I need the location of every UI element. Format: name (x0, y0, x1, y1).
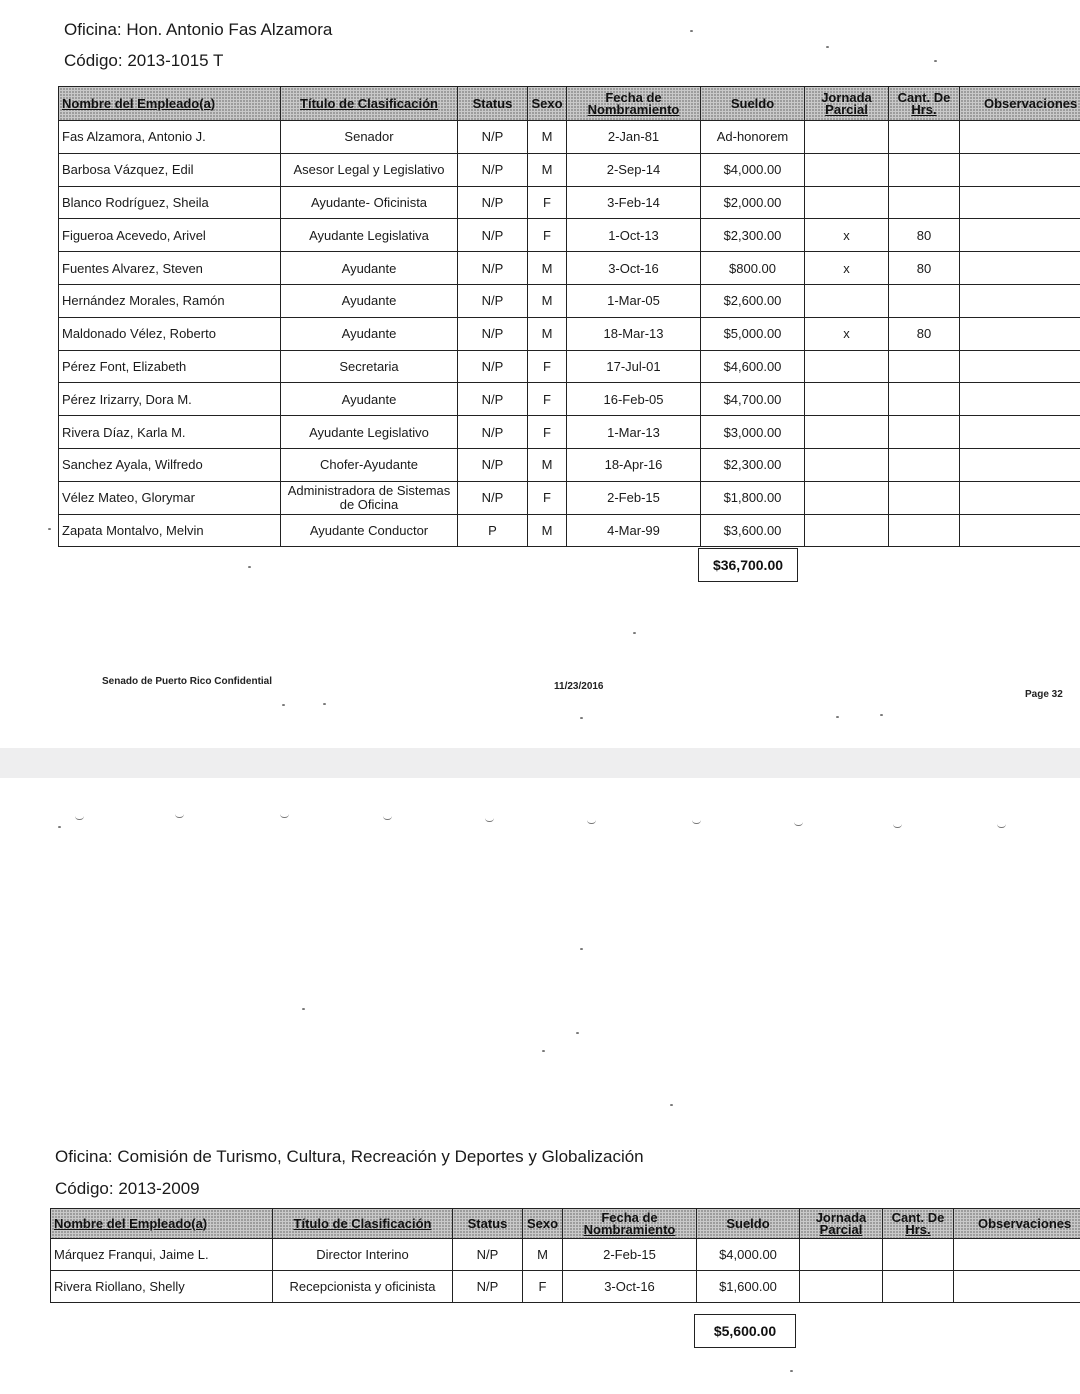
scan-speck (580, 948, 583, 950)
header-partial: Jornada Parcial (800, 1209, 883, 1239)
header-status: Status (458, 87, 528, 121)
header-title: Título de Clasificación (281, 87, 458, 121)
scan-speck (302, 1008, 305, 1010)
table-row (59, 219, 1080, 252)
observations (960, 317, 1080, 350)
employee-salary: $4,000.00 (701, 153, 805, 186)
employee-salary: $4,700.00 (701, 383, 805, 416)
employee-sex: M (528, 284, 567, 317)
observations (960, 153, 1080, 186)
appointment-date: 18-Apr-16 (567, 448, 701, 481)
document-page-next (0, 778, 1080, 1394)
partial-schedule (805, 121, 889, 154)
header-hours: Cant. De Hrs. (883, 1209, 954, 1239)
header-sex: Sexo (528, 87, 567, 121)
appointment-date: 16-Feb-05 (567, 383, 701, 416)
table-row (59, 448, 1080, 481)
footer-page-number: Page 32 (1025, 689, 1063, 700)
hours-count: 80 (889, 219, 960, 252)
employee-sex: F (528, 350, 567, 383)
employee-sex: F (523, 1271, 563, 1303)
employee-salary: $3,000.00 (701, 416, 805, 449)
observations (960, 284, 1080, 317)
classification-title: Senador (281, 121, 458, 154)
employee-salary: $2,000.00 (701, 186, 805, 219)
employee-status: N/P (458, 121, 528, 154)
employee-table (50, 1208, 1080, 1303)
employee-name: Pérez Font, Elizabeth (59, 350, 281, 383)
employee-name: Rivera Díaz, Karla M. (59, 416, 281, 449)
employee-status: N/P (458, 317, 528, 350)
header-salary: Sueldo (697, 1209, 800, 1239)
employee-name: Vélez Mateo, Glorymar (59, 481, 281, 514)
employee-salary: $1,800.00 (701, 481, 805, 514)
classification-title: Ayudante Legislativa (281, 219, 458, 252)
table-row (51, 1271, 1080, 1303)
header-sex: Sexo (523, 1209, 563, 1239)
employee-status: N/P (458, 284, 528, 317)
employee-sex: F (528, 416, 567, 449)
scan-speck (485, 818, 494, 822)
partial-schedule: x (805, 219, 889, 252)
observations (960, 416, 1080, 449)
table-row (59, 317, 1080, 350)
scan-speck (692, 820, 701, 824)
table-row (59, 514, 1080, 547)
appointment-date: 17-Jul-01 (567, 350, 701, 383)
scan-speck (997, 824, 1006, 828)
scan-speck (48, 528, 51, 530)
partial-schedule (805, 186, 889, 219)
partial-schedule (805, 153, 889, 186)
scan-speck (670, 1104, 673, 1106)
employee-name: Maldonado Vélez, Roberto (59, 317, 281, 350)
header-title: Título de Clasificación (273, 1209, 453, 1239)
employee-status: N/P (453, 1271, 523, 1303)
classification-title: Ayudante (281, 317, 458, 350)
classification-title: Ayudante Legislativo (281, 416, 458, 449)
scan-speck (826, 46, 829, 48)
hours-count (889, 153, 960, 186)
partial-schedule (800, 1239, 883, 1271)
hours-count (889, 350, 960, 383)
employee-name: Zapata Montalvo, Melvin (59, 514, 281, 547)
scan-speck (934, 60, 937, 62)
observations (960, 448, 1080, 481)
employee-status: N/P (458, 186, 528, 219)
appointment-date: 2-Sep-14 (567, 153, 701, 186)
office-label: Oficina: Hon. Antonio Fas Alzamora (64, 20, 333, 39)
table-row (59, 186, 1080, 219)
employee-salary: $2,600.00 (701, 284, 805, 317)
appointment-date: 18-Mar-13 (567, 317, 701, 350)
partial-schedule (805, 416, 889, 449)
employee-sex: F (528, 219, 567, 252)
scan-speck (794, 822, 803, 826)
employee-salary: $3,600.00 (701, 514, 805, 547)
header-date: Fecha de Nombramiento (563, 1209, 697, 1239)
employee-status: N/P (458, 416, 528, 449)
hours-count: 80 (889, 317, 960, 350)
classification-title: Secretaria (281, 350, 458, 383)
table-row (59, 416, 1080, 449)
scan-speck (893, 824, 902, 828)
employee-sex: M (528, 514, 567, 547)
hours-count (889, 284, 960, 317)
employee-status: N/P (458, 252, 528, 285)
footer-confidential: Senado de Puerto Rico Confidential (102, 676, 273, 687)
table-row (59, 284, 1080, 317)
classification-title: Ayudante Conductor (281, 514, 458, 547)
salary-total: $5,600.00 (694, 1314, 796, 1348)
header-status: Status (453, 1209, 523, 1239)
appointment-date: 3-Feb-14 (567, 186, 701, 219)
classification-title: Ayudante- Oficinista (281, 186, 458, 219)
hours-count (889, 448, 960, 481)
classification-title: Recepcionista y oficinista (273, 1271, 453, 1303)
table-row (59, 153, 1080, 186)
scan-speck (790, 1370, 793, 1372)
scan-speck (587, 820, 596, 824)
observations (960, 514, 1080, 547)
observations (960, 481, 1080, 514)
employee-rows (59, 121, 1080, 547)
hours-count (883, 1239, 954, 1271)
employee-name: Rivera Riollano, Shelly (51, 1271, 273, 1303)
employee-salary: $2,300.00 (701, 219, 805, 252)
scan-speck (323, 703, 326, 705)
employee-status: N/P (453, 1239, 523, 1271)
classification-title: Director Interino (273, 1239, 453, 1271)
employee-name: Fuentes Alvarez, Steven (59, 252, 281, 285)
appointment-date: 1-Oct-13 (567, 219, 701, 252)
observations (954, 1271, 1080, 1303)
table-row (59, 350, 1080, 383)
hours-count (889, 186, 960, 219)
employee-sex: M (528, 317, 567, 350)
partial-schedule (805, 350, 889, 383)
scan-speck (633, 632, 636, 634)
header-observations: Observaciones (960, 87, 1080, 121)
table-row (59, 481, 1080, 514)
observations (960, 121, 1080, 154)
scan-speck (58, 826, 61, 828)
header-salary: Sueldo (701, 87, 805, 121)
employee-name: Hernández Morales, Ramón (59, 284, 281, 317)
employee-sex: F (528, 383, 567, 416)
header-observations: Observaciones (954, 1209, 1080, 1239)
partial-schedule (805, 481, 889, 514)
employee-status: N/P (458, 448, 528, 481)
table-header-row (51, 1209, 1080, 1239)
appointment-date: 2-Feb-15 (563, 1239, 697, 1271)
appointment-date: 3-Oct-16 (563, 1271, 697, 1303)
scan-speck (580, 717, 583, 719)
partial-schedule (805, 284, 889, 317)
scan-speck (383, 816, 392, 820)
employee-status: N/P (458, 383, 528, 416)
classification-title: Ayudante (281, 284, 458, 317)
table-row (59, 121, 1080, 154)
employee-name: Barbosa Vázquez, Edil (59, 153, 281, 186)
scan-speck (248, 566, 251, 568)
footer-date: 11/23/2016 (554, 681, 604, 692)
employee-status: N/P (458, 481, 528, 514)
employee-sex: M (528, 121, 567, 154)
code-label: Código: 2013-2009 (55, 1179, 200, 1198)
scan-speck (175, 814, 184, 818)
employee-salary: $2,300.00 (701, 448, 805, 481)
hours-count (889, 514, 960, 547)
employee-name: Figueroa Acevedo, Arivel (59, 219, 281, 252)
classification-title: Chofer-Ayudante (281, 448, 458, 481)
observations (954, 1239, 1080, 1271)
employee-sex: M (523, 1239, 563, 1271)
classification-title: Asesor Legal y Legislativo (281, 153, 458, 186)
employee-sex: M (528, 153, 567, 186)
employee-name: Pérez Irizarry, Dora M. (59, 383, 281, 416)
scan-speck (280, 814, 289, 818)
employee-sex: F (528, 481, 567, 514)
employee-salary: $4,000.00 (697, 1239, 800, 1271)
hours-count: 80 (889, 252, 960, 285)
employee-name: Fas Alzamora, Antonio J. (59, 121, 281, 154)
table-header-row (59, 87, 1080, 121)
office-label: Oficina: Comisión de Turismo, Cultura, Recreación y Deportes y Globalización (55, 1147, 644, 1166)
observations (960, 350, 1080, 383)
header-hours: Cant. De Hrs. (889, 87, 960, 121)
appointment-date: 2-Feb-15 (567, 481, 701, 514)
appointment-date: 3-Oct-16 (567, 252, 701, 285)
employee-rows (51, 1239, 1080, 1303)
scan-speck (542, 1050, 545, 1052)
scan-speck (75, 816, 84, 820)
employee-name: Blanco Rodríguez, Sheila (59, 186, 281, 219)
scan-speck (282, 704, 285, 706)
partial-schedule: x (805, 252, 889, 285)
header-partial: Jornada Parcial (805, 87, 889, 121)
scan-speck (880, 714, 883, 716)
employee-name: Márquez Franqui, Jaime L. (51, 1239, 273, 1271)
employee-sex: M (528, 252, 567, 285)
appointment-date: 1-Mar-13 (567, 416, 701, 449)
employee-sex: F (528, 186, 567, 219)
scan-speck (690, 30, 693, 32)
table-row (59, 252, 1080, 285)
partial-schedule (805, 448, 889, 481)
employee-status: N/P (458, 350, 528, 383)
employee-salary: $800.00 (701, 252, 805, 285)
page-separator (0, 748, 1080, 778)
appointment-date: 1-Mar-05 (567, 284, 701, 317)
classification-title: Administradora de Sistemas de Oficina (281, 481, 458, 514)
partial-schedule (800, 1271, 883, 1303)
hours-count (889, 121, 960, 154)
employee-status: N/P (458, 153, 528, 186)
employee-salary: $5,000.00 (701, 317, 805, 350)
hours-count (889, 383, 960, 416)
partial-schedule (805, 514, 889, 547)
header-name: Nombre del Empleado(a) (59, 87, 281, 121)
appointment-date: 4-Mar-99 (567, 514, 701, 547)
employee-status: P (458, 514, 528, 547)
hours-count (889, 416, 960, 449)
appointment-date: 2-Jan-81 (567, 121, 701, 154)
employee-table (58, 86, 1080, 547)
observations (960, 252, 1080, 285)
observations (960, 383, 1080, 416)
classification-title: Ayudante (281, 383, 458, 416)
hours-count (889, 481, 960, 514)
code-label: Código: 2013-1015 T (64, 51, 224, 70)
table-row (59, 383, 1080, 416)
header-name: Nombre del Empleado(a) (51, 1209, 273, 1239)
header-date: Fecha de Nombramiento (567, 87, 701, 121)
employee-salary: Ad-honorem (701, 121, 805, 154)
table-row (51, 1239, 1080, 1271)
employee-status: N/P (458, 219, 528, 252)
classification-title: Ayudante (281, 252, 458, 285)
hours-count (883, 1271, 954, 1303)
employee-salary: $4,600.00 (701, 350, 805, 383)
partial-schedule: x (805, 317, 889, 350)
salary-total: $36,700.00 (698, 548, 798, 582)
scan-speck (836, 716, 839, 718)
observations (960, 186, 1080, 219)
employee-salary: $1,600.00 (697, 1271, 800, 1303)
partial-schedule (805, 383, 889, 416)
employee-sex: M (528, 448, 567, 481)
observations (960, 219, 1080, 252)
scan-speck (576, 1032, 579, 1034)
employee-name: Sanchez Ayala, Wilfredo (59, 448, 281, 481)
